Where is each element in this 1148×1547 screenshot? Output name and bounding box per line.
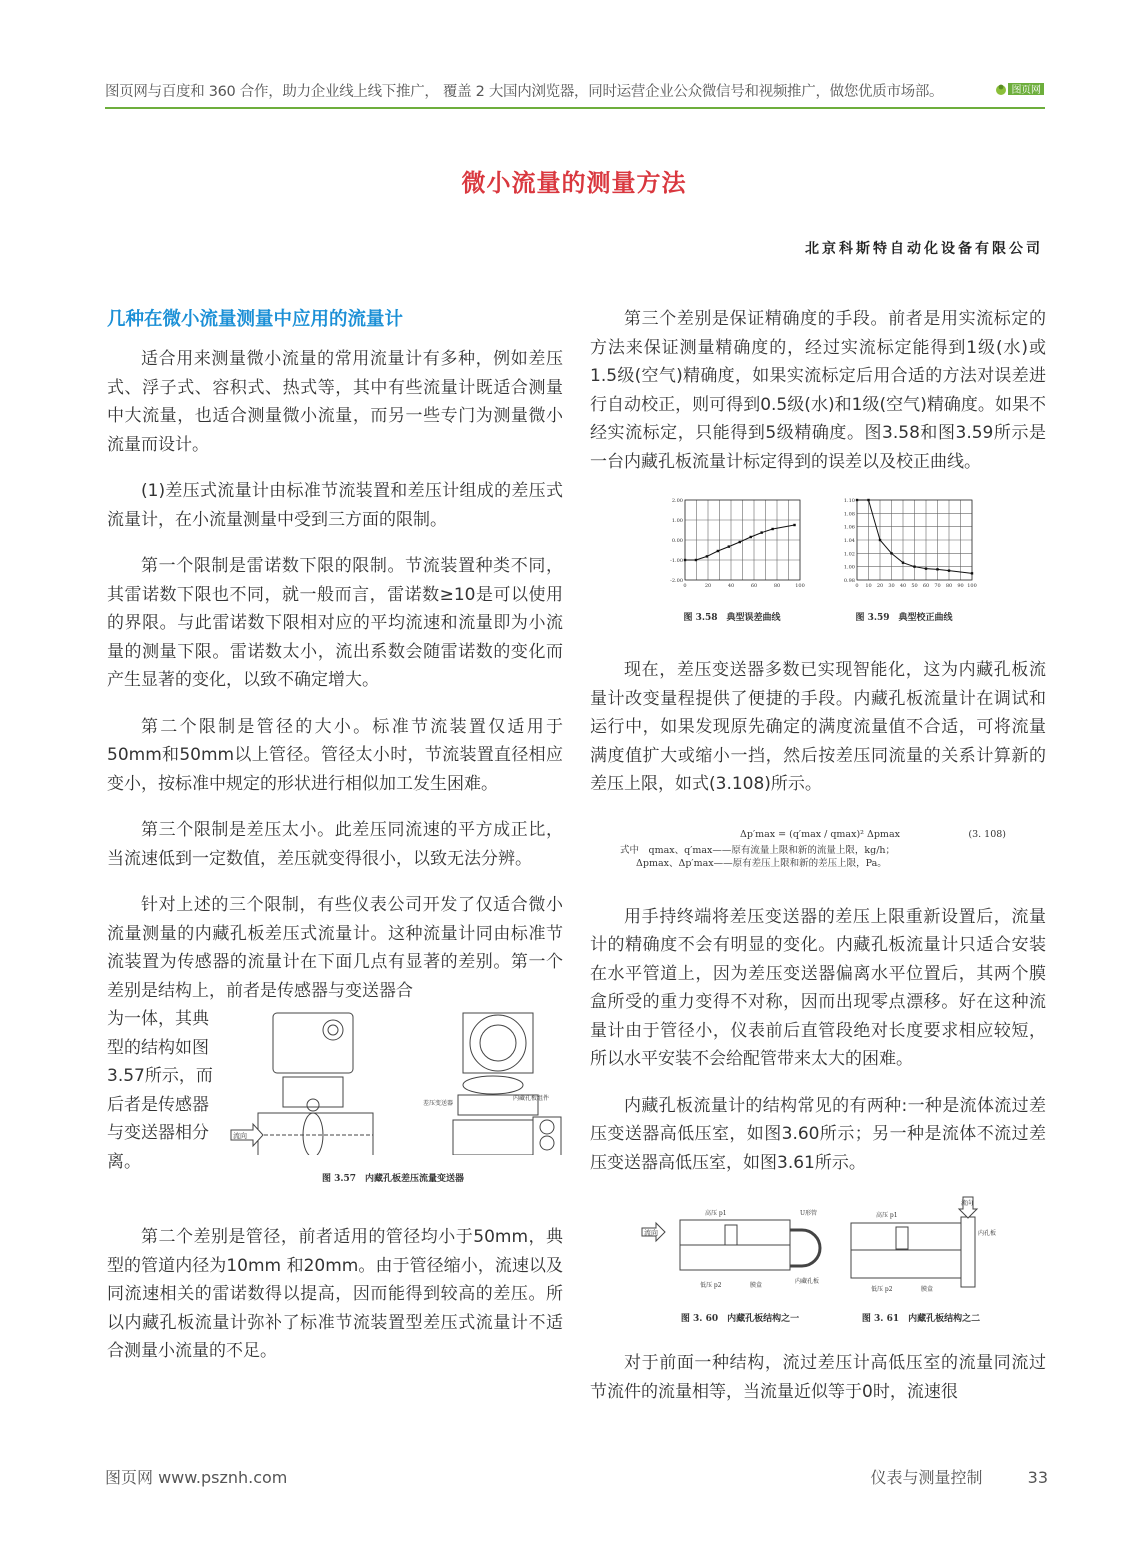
- data-point: [856, 499, 858, 501]
- figure-caption: 图 3. 60 内藏孔板结构之一: [680, 1313, 800, 1324]
- x-tick-label: 40: [727, 583, 735, 589]
- y-tick-label: 1.04: [843, 538, 855, 544]
- x-tick-label: 0: [855, 583, 859, 589]
- transmitter-diagram: [223, 1005, 563, 1155]
- y-tick-label: 1.00: [843, 564, 855, 571]
- svg-text:低压 p2: 低压 p2: [700, 1282, 722, 1289]
- section-heading: 几种在微小流量测量中应用的流量计: [107, 309, 404, 330]
- structure-two-diagram: [846, 1195, 996, 1295]
- wrap-text: 为一体，其典型的结构如图3.57所示，而后者是传感器与变送器相分离。: [107, 1009, 213, 1172]
- data-point: [760, 531, 762, 533]
- y-tick-label: 0.98: [843, 578, 855, 584]
- data-point: [913, 565, 915, 567]
- banner-text: 图页网与百度和 360 合作，助力企业线上线下推广， 覆盖 2 大国内浏览器，同时运营企业公众微信号和视频推广，做您优质市场部。: [105, 84, 944, 100]
- formula-where-1: 式中 qmax、q′max——原有流量上限和新的流量上限，kg/h；: [620, 844, 896, 856]
- x-tick-label: 50: [911, 583, 918, 589]
- footer-right: [871, 1465, 1048, 1488]
- page-number: 33: [1027, 1468, 1048, 1487]
- paragraph: 对于前面一种结构，流过差压计高低压室的流量同流过节流件的流量相等，当流量近似等于0时，流速很: [590, 1353, 1046, 1402]
- data-point: [706, 555, 708, 557]
- svg-text:内藏孔板组件: 内藏孔板组件: [513, 1095, 550, 1102]
- svg-text:流向: 流向: [233, 1132, 247, 1140]
- x-tick-label: 0: [683, 583, 687, 589]
- data-point: [948, 569, 950, 571]
- svg-text:高压 p1: 高压 p1: [705, 1210, 727, 1217]
- svg-text:高压 p1: 高压 p1: [876, 1212, 898, 1219]
- figure-3-57: [223, 1005, 563, 1193]
- formula-equation: Δp′max = (q′max / qmax)² Δpmax: [740, 828, 900, 840]
- y-tick-label: -1.00: [670, 558, 683, 564]
- svg-text:差压变送器: 差压变送器: [423, 1100, 454, 1107]
- x-tick-label: 10: [865, 583, 872, 589]
- formula-where-2: Δpmax、Δp′max——原有差压上限和新的差压上限，Pa。: [636, 857, 887, 869]
- x-tick-label: 60: [750, 583, 758, 589]
- y-tick-label: 1.00: [671, 518, 683, 524]
- data-point: [971, 572, 973, 574]
- x-tick-label: 100: [795, 583, 805, 589]
- figure-wrap: [107, 1005, 563, 1209]
- y-tick-label: 1.10: [843, 498, 855, 504]
- paragraph: 针对上述的三个限制，有些仪表公司开发了仅适合微小流量测量的内藏孔板差压式流量计。这种流量计同由标准节流装置为传感器的流量计在下面几点有显著的差别。第一个差别是结构上，前者是传感器与变送器合: [107, 895, 563, 1001]
- paragraph: 现在，差压变送器多数已实现智能化，这为内藏孔板流量计改变量程提供了便捷的手段。内藏孔板流量计在调试和运行中，如果发现原先确定的满度流量值不合适，可将流量满度值扩大或缩小一挡，然后按差压同流量的关系计算新的差压上限，如式(3.108)所示。: [590, 660, 1046, 794]
- paragraph: (1)差压式流量计由标准节流装置和差压计组成的差压式流量计，在小流量测量中受到三方面的限制。: [107, 481, 563, 530]
- data-point: [902, 561, 904, 563]
- x-tick-label: 80: [945, 583, 953, 589]
- header-divider: [105, 107, 1045, 109]
- paragraph: 第三个差别是保证精确度的手段。前者是用实流标定的方法来保证测量精确度的，经过实流标定能得到1级(水)或1.5级(空气)精确度，如果实流标定后用合适的方法对误差进行自动校正，则可得到0.5级(水)和1级(空气)精确度。如果不经实流标定，只能得到5级精确度。图3.58和图3.59所示是一台内藏孔板流量计标定得到的误差以及校正曲线。: [590, 309, 1046, 472]
- data-point: [728, 545, 730, 547]
- article-author: 北京科斯特自动化设备有限公司: [805, 241, 1043, 257]
- right-column: [590, 305, 1046, 1424]
- x-tick-label: 100: [967, 583, 977, 589]
- paragraph: 第一个限制是雷诺数下限的限制。节流装置种类不同，其雷诺数下限也不同，就一般而言，雷诺数≥10是可以使用的界限。与此雷诺数下限相对应的平均流速和流量即为小流量的测量下限。雷诺数太小，流出系数会随雷诺数的变化而产生显著的变化，以致不确定增大。: [107, 556, 563, 690]
- x-tick-label: 20: [876, 583, 884, 589]
- footer-site: 图页网 www.psznh.com: [105, 1468, 288, 1487]
- figure-3-61: [846, 1195, 996, 1333]
- x-tick-label: 30: [888, 583, 895, 589]
- svg-text:U形管: U形管: [800, 1210, 818, 1217]
- charts-figure: [590, 494, 1046, 632]
- data-point: [717, 550, 719, 552]
- logo-text: 图页网: [1011, 85, 1041, 96]
- svg-text:低压 p2: 低压 p2: [871, 1286, 893, 1293]
- svg-text:流向: 流向: [961, 1200, 974, 1207]
- paragraph: 第二个差别是管径，前者适用的管径均小于50mm，典型的管道内径为10mm 和20mm。由于管径缩小，流速以及同流速相关的雷诺数得以提高，因而能得到较高的差压。所以内藏孔板流量计弥补了标准节流装置型差压式流量计不适合测量小流量的不足。: [107, 1227, 563, 1361]
- data-point: [739, 541, 741, 543]
- correction-curve-chart: [829, 494, 979, 594]
- y-tick-label: 1.06: [843, 524, 855, 531]
- data-point: [750, 536, 752, 538]
- x-tick-label: 70: [934, 583, 941, 589]
- paragraph: 第二个限制是管径的大小。标准节流装置仅适用于50mm和50mm以上管径。管径太小时，节流装置直径相应变小，按标准中规定的形状进行相似加工发生困难。: [107, 716, 563, 794]
- data-point: [867, 499, 869, 501]
- chart-3-58: [657, 494, 807, 632]
- y-tick-label: 1.02: [843, 551, 855, 558]
- paragraph: 适合用来测量微小流量的常用流量计有多种，例如差压式、浮子式、容积式、热式等，其中有些流量计既适合测量中大流量，也适合测量微小流量，而另一些专门为测量微小流量而设计。: [107, 349, 563, 455]
- y-tick-label: 0.00: [671, 538, 683, 544]
- x-tick-label: 20: [704, 583, 712, 589]
- header-banner: [105, 80, 1045, 106]
- data-point: [684, 559, 686, 561]
- paragraph: 用手持终端将差压变送器的差压上限重新设置后，流量计的精确度不会有明显的变化。内藏孔板流量计只适合安装在水平管道上，因为差压变送器偏离水平位置后，其两个膜盒所受的重力变得不对称，因而出现零点漂移。好在这种流量计由于管径小，仪表前后直管段绝对长度要求相应较短，所以水平安装不会给配管带来太大的困难。: [590, 906, 1046, 1069]
- data-point: [890, 552, 892, 554]
- left-column: [107, 305, 563, 1384]
- data-point: [936, 568, 938, 570]
- x-tick-label: 60: [922, 583, 930, 589]
- data-point: [879, 539, 881, 541]
- svg-text:膜盒: 膜盒: [750, 1282, 763, 1289]
- journal-name: 仪表与测量控制: [870, 1468, 983, 1487]
- svg-text:流向: 流向: [644, 1229, 658, 1237]
- svg-text:膜盒: 膜盒: [921, 1286, 934, 1293]
- paragraph: 第三个限制是差压太小。此差压同流速的平方成正比，当流速低到一定数值，差压就变得很小，以致无法分辨。: [107, 820, 563, 869]
- data-point: [925, 567, 927, 569]
- formula-number: (3. 108): [968, 828, 1006, 840]
- y-tick-label: 1.08: [843, 511, 855, 518]
- error-curve-chart: [657, 494, 807, 594]
- formula-block: [590, 817, 1046, 867]
- chart-caption: 图 3.58 典型误差曲线: [683, 612, 781, 623]
- paragraph: 内藏孔板流量计的结构常见的有两种:一种是流体流过差压变送器高低压室，如图3.60所示；另一种是流体不流过差压变送器高低压室，如图3.61所示。: [590, 1095, 1046, 1173]
- site-logo-icon: [995, 80, 1045, 102]
- y-tick-label: -2.00: [670, 578, 683, 584]
- figure-caption: 图 3. 61 内藏孔板结构之二: [861, 1313, 981, 1324]
- article-title: 微小流量的测量方法: [461, 169, 687, 197]
- figures-360-361: [590, 1195, 1046, 1333]
- data-point: [695, 559, 697, 561]
- svg-text:内藏孔板: 内藏孔板: [795, 1278, 820, 1285]
- svg-text:内孔板: 内孔板: [978, 1230, 996, 1237]
- x-tick-label: 80: [773, 583, 781, 589]
- x-tick-label: 90: [957, 583, 964, 589]
- y-tick-label: 2.00: [671, 498, 683, 504]
- figure-3-60: [640, 1195, 840, 1333]
- data-point: [793, 524, 795, 526]
- x-tick-label: 40: [899, 583, 907, 589]
- data-point: [771, 528, 773, 530]
- figure-caption: 图 3.57 内藏孔板差压流量变送器: [321, 1173, 465, 1184]
- chart-3-59: [829, 494, 979, 632]
- structure-one-diagram: [640, 1195, 840, 1295]
- chart-caption: 图 3.59 典型校正曲线: [855, 612, 953, 623]
